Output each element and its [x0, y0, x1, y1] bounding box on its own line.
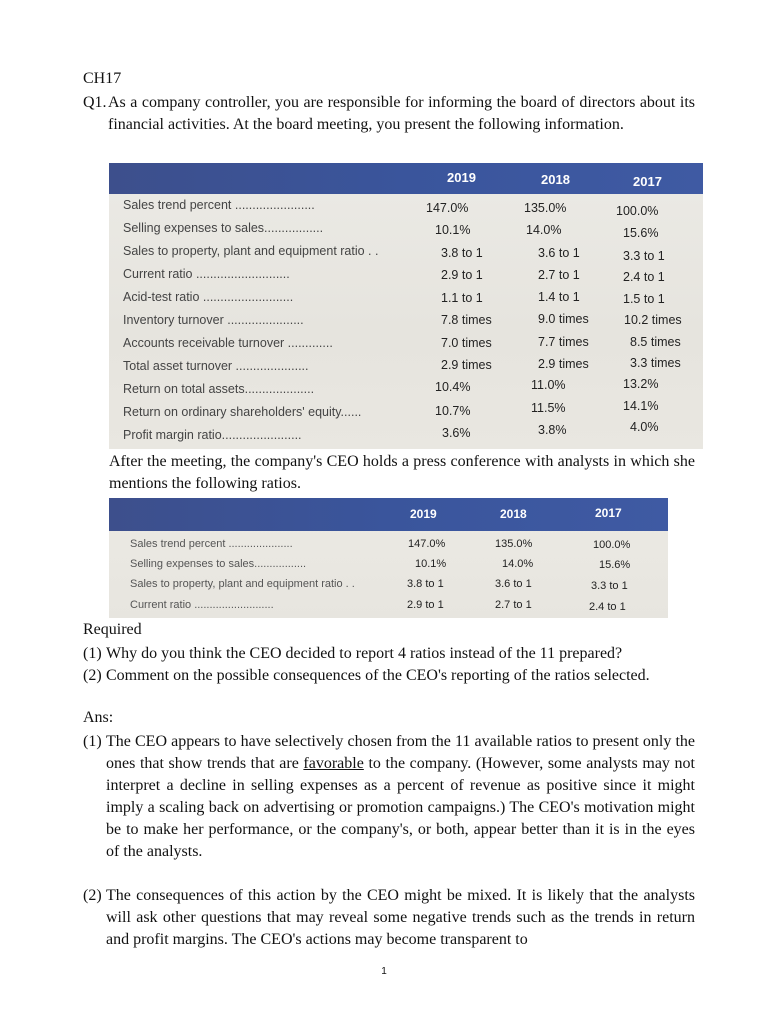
table-row-label: Profit margin ratio.......................	[123, 428, 302, 442]
table-cell: 3.6%	[442, 426, 471, 440]
table-row-label: Return on total assets....................	[123, 382, 315, 396]
table-row-label: Selling expenses to sales.................	[123, 221, 324, 235]
table-cell: 2.9 times	[538, 357, 589, 371]
answer-text	[106, 731, 695, 863]
table-cell: 100.0%	[593, 539, 631, 551]
table-cell: 7.8 times	[441, 313, 492, 327]
table-cell: 7.7 times	[538, 335, 589, 349]
table-cell: 11.5%	[531, 401, 566, 415]
table-cell: 3.3 to 1	[623, 249, 665, 263]
table-cell: 11.0%	[531, 378, 566, 392]
answer-text: The consequences of this action by the CEO might be mixed. It is likely that the analysts will ask other questions that may reveal some negative trends such as the trends in return and profit margins. The CEO's actions may become transparent to	[106, 887, 695, 948]
table-row-label: Sales trend percent .......................	[123, 198, 315, 212]
table-cell: 9.0 times	[538, 312, 589, 326]
table-cell: 2.9 to 1	[407, 599, 444, 611]
table-cell: 2.7 to 1	[538, 268, 580, 282]
ratios-table-photo	[109, 163, 703, 449]
year-header: 2018	[541, 172, 570, 187]
table-cell: 2.9 to 1	[441, 268, 483, 282]
table-cell: 3.8 to 1	[441, 246, 483, 260]
table-cell: 3.3 to 1	[591, 580, 628, 592]
table-cell: 10.1%	[415, 558, 447, 570]
year-header: 2019	[447, 170, 476, 185]
item-text: Comment on the possible consequences of the CEO's reporting of the ratios selected.	[106, 667, 650, 684]
table-cell: 147.0%	[408, 538, 446, 550]
table-cell: 3.8 to 1	[407, 578, 444, 590]
underlined-word: favorable	[303, 755, 364, 772]
year-header: 2017	[595, 506, 622, 520]
item-number: (1)	[83, 645, 102, 662]
table-cell: 3.6 to 1	[538, 246, 580, 260]
page-number: 1	[381, 966, 387, 977]
table-cell: 3.3 times	[630, 356, 681, 370]
item-number: (2)	[83, 667, 102, 684]
year-header: 2019	[410, 507, 437, 521]
table-row-label: Return on ordinary shareholders' equity......	[123, 405, 362, 419]
required-heading: Required	[83, 621, 142, 638]
table-cell: 13.2%	[623, 377, 659, 391]
table-cell: 1.1 to 1	[441, 291, 483, 305]
table-row-label: Sales to property, plant and equipment ratio . .	[130, 578, 355, 590]
table-cell: 3.8%	[538, 423, 567, 437]
table-cell: 135.0%	[524, 201, 567, 215]
table-row-label: Current ratio ...........................	[123, 267, 290, 281]
table-cell: 1.4 to 1	[538, 290, 580, 304]
item-number: (1)	[83, 733, 102, 750]
chapter-heading: CH17	[83, 70, 122, 87]
table-cell: 2.9 times	[441, 358, 492, 372]
table-cell: 100.0%	[616, 204, 659, 218]
answer-item	[83, 885, 695, 951]
after-meeting-paragraph: After the meeting, the company's CEO holds a press conference with analysts in which she mentions the following ratios.	[109, 453, 695, 492]
table-cell: 14.0%	[502, 558, 534, 570]
item-number: (2)	[83, 887, 102, 904]
table-cell: 2.4 to 1	[589, 601, 626, 613]
table-cell: 14.0%	[526, 223, 562, 237]
required-item	[83, 643, 695, 665]
question-1	[83, 92, 695, 136]
table-cell: 10.7%	[435, 404, 471, 418]
table-row-label: Current ratio ..........................	[130, 599, 274, 611]
table-header	[109, 498, 668, 531]
table-cell: 2.7 to 1	[495, 599, 532, 611]
table-row-label: Sales trend percent .....................	[130, 538, 293, 550]
table-cell: 7.0 times	[441, 336, 492, 350]
table-cell: 10.4%	[435, 380, 471, 394]
table-header	[109, 163, 703, 194]
table-cell: 15.6%	[599, 559, 631, 571]
question-number: Q1.	[83, 94, 107, 111]
table-row-label: Accounts receivable turnover .............	[123, 336, 333, 350]
table-cell: 10.1%	[435, 223, 471, 237]
table-row-label: Inventory turnover ......................	[123, 313, 304, 327]
table-row-label: Selling expenses to sales.................	[130, 558, 307, 570]
answer-text-part: to the company. (However, some analysts may not interpret a decline in selling expenses as a percent of revenue as positive since it might imply a scaling back on advertising or promotion campaigns.) The CEO's motivation might be to make her performance, or the company's, or both, appear better than it is in the eyes of the analysts.	[106, 755, 695, 860]
answer-heading: Ans:	[83, 709, 114, 726]
table-row-label: Acid-test ratio ..........................	[123, 290, 294, 304]
table-cell: 10.2 times	[624, 313, 682, 327]
answer-text-part: The CEO appears to have selectively chosen from the 11 available ratios to present only the ones that show trends that are	[106, 733, 695, 772]
table-cell: 1.5 to 1	[623, 292, 665, 306]
table-cell: 8.5 times	[630, 335, 681, 349]
question-text: As a company controller, you are responsible for informing the board of directors about its financial activities. At the board meeting, you present the following information.	[108, 94, 695, 133]
table-cell: 135.0%	[495, 538, 533, 550]
table-cell: 3.6 to 1	[495, 578, 532, 590]
table-cell: 14.1%	[623, 399, 659, 413]
required-item	[83, 665, 695, 687]
table-row-label: Sales to property, plant and equipment ratio . .	[123, 244, 379, 258]
ceo-ratios-table-photo	[109, 498, 668, 618]
table-cell: 2.4 to 1	[623, 270, 665, 284]
year-header: 2017	[633, 174, 662, 189]
item-text: Why do you think the CEO decided to report 4 ratios instead of the 11 prepared?	[106, 645, 623, 662]
table-cell: 15.6%	[623, 226, 659, 240]
answer-item	[83, 731, 695, 863]
table-row-label: Total asset turnover .....................	[123, 359, 309, 373]
year-header: 2018	[500, 507, 527, 521]
table-cell: 4.0%	[630, 420, 659, 434]
table-cell: 147.0%	[426, 201, 469, 215]
